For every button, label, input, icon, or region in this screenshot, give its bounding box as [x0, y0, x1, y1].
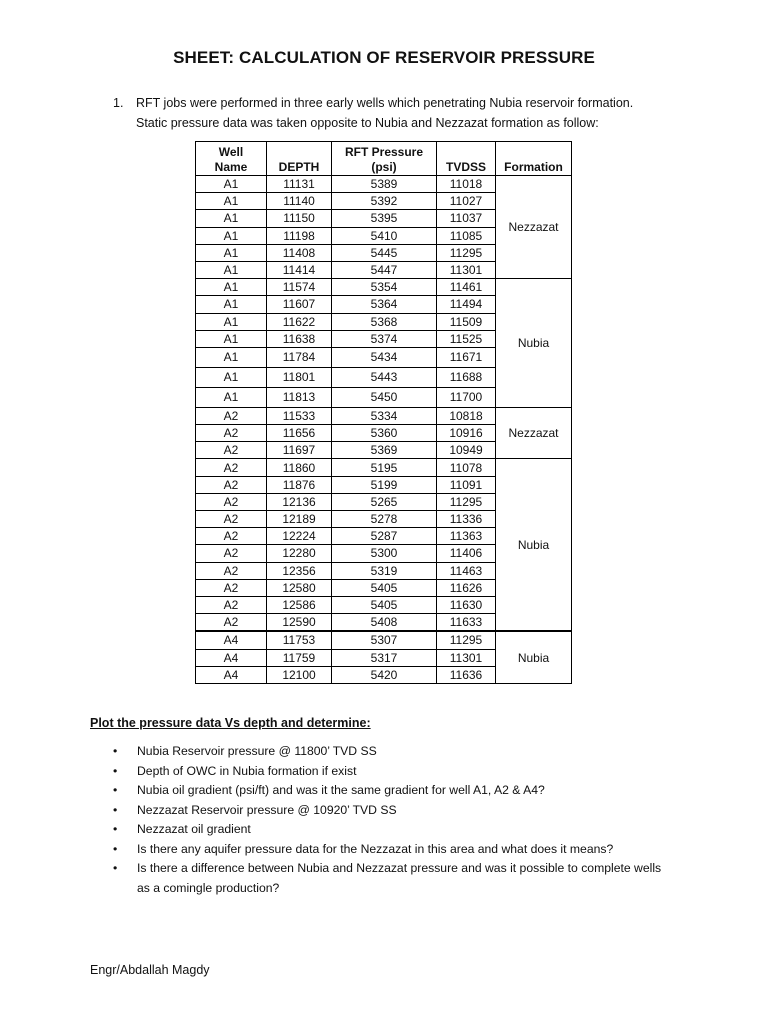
- cell-rft-pressure: 5420: [332, 666, 437, 683]
- cell-rft-pressure: 5334: [332, 407, 437, 424]
- cell-tvdss: 11018: [437, 176, 496, 193]
- cell-tvdss: 11700: [437, 387, 496, 407]
- cell-rft-pressure: 5199: [332, 476, 437, 493]
- cell-tvdss: 11406: [437, 545, 496, 562]
- cell-rft-pressure: 5364: [332, 296, 437, 313]
- cell-tvdss: 11525: [437, 330, 496, 347]
- cell-well: A2: [196, 407, 267, 424]
- cell-tvdss: 11295: [437, 244, 496, 261]
- plot-heading: Plot the pressure data Vs depth and determine:: [90, 716, 371, 730]
- cell-well: A2: [196, 596, 267, 613]
- cell-tvdss: 11085: [437, 227, 496, 244]
- cell-depth: 11697: [267, 442, 332, 459]
- cell-depth: 12280: [267, 545, 332, 562]
- cell-rft-pressure: 5195: [332, 459, 437, 476]
- cell-tvdss: 11301: [437, 261, 496, 278]
- cell-formation: Nezzazat: [496, 407, 572, 459]
- question-line-2: Static pressure data was taken opposite to Nubia and Nezzazat formation as follow:: [136, 116, 599, 130]
- cell-rft-pressure: 5319: [332, 562, 437, 579]
- question-line-1: RFT jobs were performed in three early wells which penetrating Nubia reservoir formation.: [136, 96, 634, 110]
- cell-well: A2: [196, 476, 267, 493]
- cell-rft-pressure: 5392: [332, 193, 437, 210]
- bullet: •: [113, 861, 118, 875]
- task-list: [90, 742, 670, 898]
- cell-tvdss: 10818: [437, 407, 496, 424]
- table-row: [196, 279, 572, 296]
- cell-well: A1: [196, 176, 267, 193]
- cell-tvdss: 11027: [437, 193, 496, 210]
- cell-depth: 12100: [267, 666, 332, 683]
- table-row: [196, 459, 572, 476]
- cell-well: A2: [196, 442, 267, 459]
- cell-depth: 12224: [267, 528, 332, 545]
- cell-well: A1: [196, 330, 267, 347]
- table-row: [196, 631, 572, 649]
- cell-well: A2: [196, 614, 267, 632]
- cell-tvdss: 11509: [437, 313, 496, 330]
- cell-well: A1: [196, 347, 267, 367]
- cell-depth: 12189: [267, 511, 332, 528]
- cell-rft-pressure: 5307: [332, 631, 437, 649]
- cell-well: A4: [196, 666, 267, 683]
- bullet: •: [113, 822, 118, 836]
- cell-depth: 11150: [267, 210, 332, 227]
- cell-tvdss: 11633: [437, 614, 496, 632]
- cell-tvdss: 11301: [437, 649, 496, 666]
- header-well-name: Well Name: [196, 142, 267, 176]
- cell-rft-pressure: 5405: [332, 596, 437, 613]
- cell-formation: Nubia: [496, 631, 572, 683]
- cell-depth: 11414: [267, 261, 332, 278]
- cell-rft-pressure: 5360: [332, 425, 437, 442]
- cell-rft-pressure: 5410: [332, 227, 437, 244]
- cell-well: A1: [196, 387, 267, 407]
- cell-well: A2: [196, 562, 267, 579]
- cell-tvdss: 11626: [437, 579, 496, 596]
- cell-well: A1: [196, 244, 267, 261]
- cell-rft-pressure: 5395: [332, 210, 437, 227]
- list-item: • Nubia Reservoir pressure @ 11800’ TVD SS: [90, 742, 670, 762]
- bullet: •: [113, 841, 118, 856]
- cell-tvdss: 11630: [437, 596, 496, 613]
- cell-rft-pressure: 5408: [332, 614, 437, 632]
- cell-well: A2: [196, 511, 267, 528]
- cell-rft-pressure: 5445: [332, 244, 437, 261]
- cell-formation: Nubia: [496, 459, 572, 631]
- cell-depth: 11533: [267, 407, 332, 424]
- cell-depth: 12580: [267, 579, 332, 596]
- author: Engr/Abdallah Magdy: [90, 963, 210, 977]
- cell-tvdss: 11078: [437, 459, 496, 476]
- cell-depth: 11622: [267, 313, 332, 330]
- cell-well: A1: [196, 193, 267, 210]
- cell-depth: 11638: [267, 330, 332, 347]
- cell-tvdss: 11037: [437, 210, 496, 227]
- cell-rft-pressure: 5287: [332, 528, 437, 545]
- cell-depth: 12590: [267, 614, 332, 632]
- question-1: [113, 93, 673, 133]
- cell-rft-pressure: 5434: [332, 347, 437, 367]
- cell-tvdss: 11091: [437, 476, 496, 493]
- question-number: 1.: [113, 96, 124, 110]
- page-title: SHEET: CALCULATION OF RESERVOIR PRESSURE: [173, 48, 595, 67]
- cell-rft-pressure: 5368: [332, 313, 437, 330]
- cell-depth: 12356: [267, 562, 332, 579]
- cell-depth: 11801: [267, 367, 332, 387]
- bullet: •: [113, 763, 118, 778]
- cell-depth: 11876: [267, 476, 332, 493]
- cell-tvdss: 11295: [437, 493, 496, 510]
- cell-depth: 11408: [267, 244, 332, 261]
- cell-depth: 11140: [267, 193, 332, 210]
- cell-well: A2: [196, 545, 267, 562]
- cell-rft-pressure: 5265: [332, 493, 437, 510]
- cell-well: A1: [196, 227, 267, 244]
- cell-well: A2: [196, 579, 267, 596]
- cell-tvdss: 11461: [437, 279, 496, 296]
- cell-rft-pressure: 5278: [332, 511, 437, 528]
- cell-tvdss: 10949: [437, 442, 496, 459]
- cell-rft-pressure: 5354: [332, 279, 437, 296]
- cell-depth: 11753: [267, 631, 332, 649]
- cell-tvdss: 11671: [437, 347, 496, 367]
- header-formation: Formation: [496, 142, 572, 176]
- cell-rft-pressure: 5450: [332, 387, 437, 407]
- cell-well: A1: [196, 261, 267, 278]
- cell-depth: 11574: [267, 279, 332, 296]
- cell-well: A4: [196, 631, 267, 649]
- list-item: • Nezzazat Reservoir pressure @ 10920’ TVD SS: [90, 801, 670, 821]
- table-row: [196, 407, 572, 424]
- cell-rft-pressure: 5317: [332, 649, 437, 666]
- pressure-data-table: [195, 141, 572, 684]
- cell-depth: 11784: [267, 347, 332, 367]
- cell-formation: Nubia: [496, 279, 572, 408]
- cell-well: A1: [196, 279, 267, 296]
- cell-tvdss: 11494: [437, 296, 496, 313]
- header-depth: DEPTH: [267, 142, 332, 176]
- cell-well: A1: [196, 367, 267, 387]
- cell-tvdss: 10916: [437, 425, 496, 442]
- cell-depth: 11656: [267, 425, 332, 442]
- list-item: • Depth of OWC in Nubia formation if exist: [90, 762, 670, 782]
- cell-tvdss: 11688: [437, 367, 496, 387]
- cell-tvdss: 11336: [437, 511, 496, 528]
- cell-depth: 11198: [267, 227, 332, 244]
- list-item: • Is there any aquifer pressure data for the Nezzazat in this area and what does it means?: [90, 840, 670, 860]
- cell-depth: 11860: [267, 459, 332, 476]
- bullet: •: [113, 744, 118, 758]
- cell-formation: Nezzazat: [496, 176, 572, 279]
- cell-tvdss: 11636: [437, 666, 496, 683]
- cell-well: A2: [196, 528, 267, 545]
- list-item: • Is there a difference between Nubia and Nezzazat pressure and was it possible to complete wells as a comingle production?: [113, 861, 662, 895]
- list-item: • Nezzazat oil gradient: [90, 820, 670, 840]
- cell-well: A4: [196, 649, 267, 666]
- cell-rft-pressure: 5374: [332, 330, 437, 347]
- cell-well: A2: [196, 425, 267, 442]
- cell-tvdss: 11463: [437, 562, 496, 579]
- cell-depth: 11607: [267, 296, 332, 313]
- cell-well: A1: [196, 210, 267, 227]
- table-row: [196, 176, 572, 193]
- bullet: •: [113, 783, 118, 797]
- cell-depth: 11759: [267, 649, 332, 666]
- cell-rft-pressure: 5443: [332, 367, 437, 387]
- cell-depth: 12136: [267, 493, 332, 510]
- list-item: • Nubia oil gradient (psi/ft) and was it the same gradient for well A1, A2 & A4?: [90, 781, 670, 801]
- cell-rft-pressure: 5405: [332, 579, 437, 596]
- cell-depth: 11131: [267, 176, 332, 193]
- table-header-row: [196, 142, 572, 176]
- cell-well: A1: [196, 313, 267, 330]
- cell-depth: 12586: [267, 596, 332, 613]
- cell-rft-pressure: 5369: [332, 442, 437, 459]
- cell-rft-pressure: 5447: [332, 261, 437, 278]
- cell-well: A2: [196, 493, 267, 510]
- cell-well: A2: [196, 459, 267, 476]
- header-rft-pressure: RFT Pressure (psi): [332, 142, 437, 176]
- cell-rft-pressure: 5389: [332, 176, 437, 193]
- cell-tvdss: 11363: [437, 528, 496, 545]
- header-tvdss: TVDSS: [437, 142, 496, 176]
- cell-depth: 11813: [267, 387, 332, 407]
- bullet: •: [113, 802, 118, 817]
- cell-rft-pressure: 5300: [332, 545, 437, 562]
- cell-well: A1: [196, 296, 267, 313]
- cell-tvdss: 11295: [437, 631, 496, 649]
